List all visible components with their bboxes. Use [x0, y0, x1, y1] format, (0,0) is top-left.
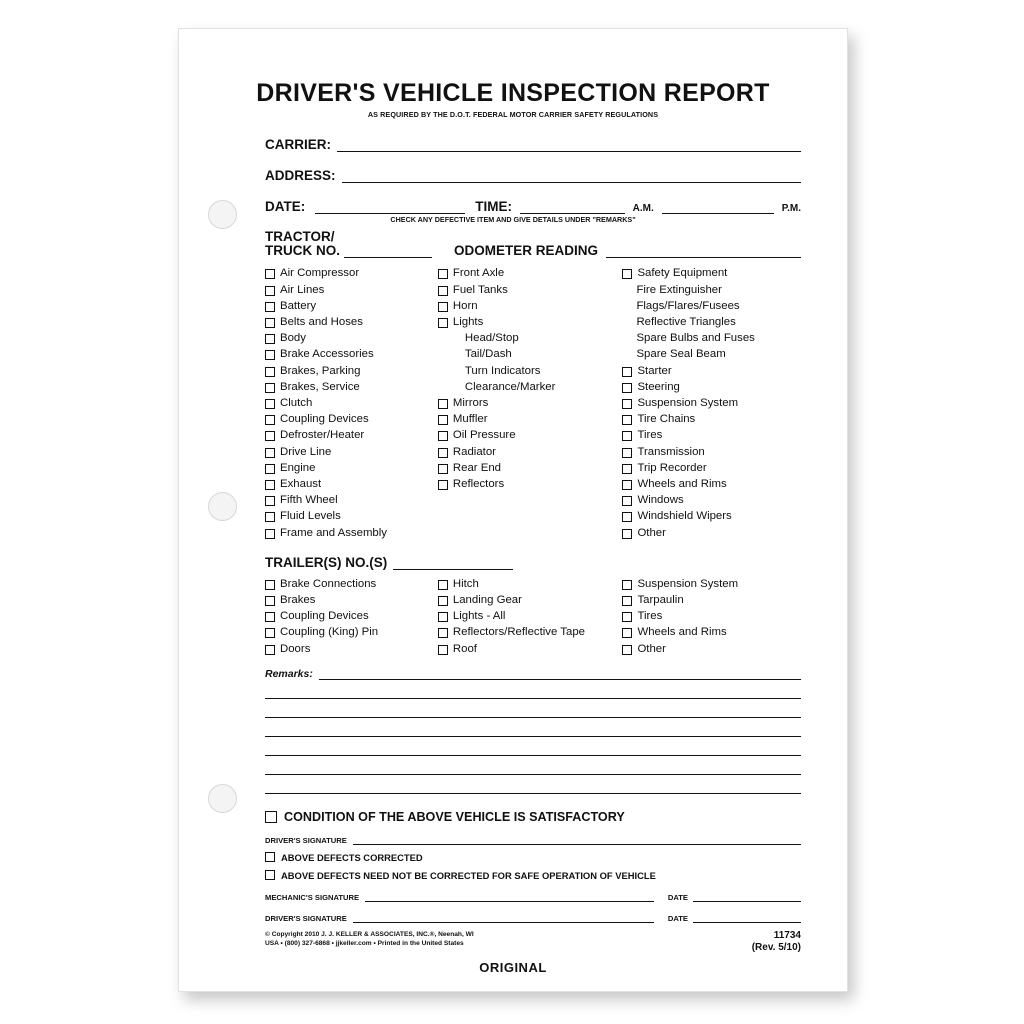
- checklist-item-label: Hitch: [452, 577, 479, 590]
- date-time-row: [265, 191, 801, 214]
- checklist-item-label: Coupling Devices: [280, 413, 369, 426]
- mechanics-date-input[interactable]: [693, 890, 801, 902]
- checklist-item[interactable]: [265, 363, 438, 379]
- lights-sub-item: Clearance/Marker: [464, 380, 556, 393]
- tractor-odometer-row: [265, 230, 801, 258]
- address-input[interactable]: [342, 168, 801, 183]
- am-label: A.M.: [632, 203, 654, 214]
- checklist-item[interactable]: [265, 592, 438, 608]
- checkbox-icon[interactable]: [622, 399, 632, 409]
- tractor-checklist-column-2: [438, 265, 623, 540]
- checkbox-icon[interactable]: [622, 645, 632, 655]
- tractor-number-input[interactable]: [344, 243, 432, 258]
- pm-input[interactable]: [662, 199, 774, 214]
- checklist-item[interactable]: [622, 427, 807, 443]
- checkbox-icon[interactable]: [622, 383, 632, 393]
- checklist-item[interactable]: [265, 379, 438, 395]
- checklist-item-label: Engine: [280, 461, 316, 474]
- checklist-item[interactable]: [265, 444, 438, 460]
- checklist-item-label: Rear End: [452, 461, 502, 474]
- checklist-item[interactable]: [622, 641, 807, 657]
- remarks-input-line[interactable]: [265, 699, 801, 718]
- checklist-item[interactable]: [265, 460, 438, 476]
- form-revision: (Rev. 5/10): [751, 941, 801, 953]
- checkbox-icon[interactable]: [438, 415, 448, 425]
- checkbox-icon[interactable]: [622, 415, 632, 425]
- address-row: [265, 160, 801, 183]
- defects-corrected-label: ABOVE DEFECTS CORRECTED: [281, 851, 423, 863]
- checklist-item[interactable]: [438, 265, 623, 281]
- checklist-item[interactable]: [622, 492, 807, 508]
- checklist-item-label: Radiator: [452, 445, 496, 458]
- checklist-item[interactable]: [622, 444, 807, 460]
- checkbox-icon[interactable]: [438, 269, 448, 279]
- drivers-signature-label: DRIVER'S SIGNATURE: [265, 913, 347, 923]
- checkbox-icon[interactable]: [265, 628, 275, 638]
- defects-corrected-row[interactable]: [265, 852, 801, 863]
- checkbox-icon[interactable]: [438, 448, 448, 458]
- checklist-item[interactable]: [265, 298, 438, 314]
- safety-sub-item: Spare Seal Beam: [636, 348, 726, 361]
- checklist-item-label: Lights - All: [452, 610, 506, 623]
- checklist-item-label: Lights: [452, 315, 484, 328]
- defects-need-not-label: ABOVE DEFECTS NEED NOT BE CORRECTED FOR SAFE OPERATION OF VEHICLE: [281, 869, 656, 881]
- remarks-input-line[interactable]: [265, 737, 801, 756]
- checkbox-icon[interactable]: [622, 448, 632, 458]
- checklist-item-label: Clutch: [280, 396, 313, 409]
- checklist-item-label: Tires: [637, 610, 663, 623]
- checkbox-icon[interactable]: [622, 464, 632, 474]
- checklist-item-label: Horn: [452, 299, 478, 312]
- checkbox-icon[interactable]: [438, 464, 448, 474]
- remarks-header-row: [265, 667, 801, 680]
- tractor-truck-label: [265, 230, 340, 258]
- checklist-item[interactable]: [622, 265, 807, 281]
- checklist-item[interactable]: [265, 265, 438, 281]
- trailer-number-row: [265, 555, 801, 570]
- checkbox-icon[interactable]: [265, 512, 275, 522]
- checklist-item[interactable]: [438, 641, 623, 657]
- date-label: DATE:: [265, 199, 306, 214]
- trailer-checklist-column-3: [622, 576, 807, 657]
- satisfactory-label: CONDITION OF THE ABOVE VEHICLE IS SATISFACTORY: [284, 809, 625, 824]
- date-label: DATE: [667, 913, 688, 923]
- checkbox-icon[interactable]: [622, 367, 632, 377]
- checkbox-icon[interactable]: [265, 870, 275, 880]
- checkbox-icon[interactable]: [265, 334, 275, 344]
- checklist-item-label: Air Lines: [280, 283, 325, 296]
- checkbox-icon[interactable]: [438, 596, 448, 606]
- satisfactory-row[interactable]: [265, 810, 801, 824]
- safety-sub-item: Fire Extinguisher: [636, 283, 722, 296]
- checklist-item[interactable]: [265, 608, 438, 624]
- checkbox-icon[interactable]: [265, 367, 275, 377]
- checkbox-icon[interactable]: [622, 529, 632, 539]
- checkbox-icon[interactable]: [622, 580, 632, 590]
- trailer-label: TRAILER(S) NO.(S): [265, 554, 388, 570]
- remarks-input-line[interactable]: [265, 680, 801, 699]
- lights-sub-item: Head/Stop: [464, 332, 519, 345]
- carrier-input[interactable]: [337, 137, 801, 152]
- checklist-item-label: Coupling (King) Pin: [280, 626, 379, 639]
- checklist-item[interactable]: [438, 395, 623, 411]
- defects-need-not-row[interactable]: [265, 870, 801, 881]
- time-label: TIME:: [475, 199, 512, 214]
- tractor-checklist: [265, 265, 807, 540]
- remarks-input-line[interactable]: [265, 718, 801, 737]
- checklist-item-label: Body: [280, 332, 306, 345]
- checklist-item[interactable]: [438, 411, 623, 427]
- carrier-row: [265, 129, 801, 152]
- checklist-item-label: Brakes, Parking: [280, 364, 361, 377]
- checklist-item[interactable]: [622, 525, 807, 541]
- checklist-item-label: Reflectors/Reflective Tape: [452, 626, 585, 639]
- drivers-signature-row-1: [265, 833, 801, 845]
- trailer-checklist: [265, 576, 807, 657]
- punch-hole: [208, 784, 237, 813]
- date-input[interactable]: [315, 199, 465, 214]
- tractor-label-line2: TRUCK NO.: [265, 243, 340, 259]
- checklist-item-label: Belts and Hoses: [280, 315, 363, 328]
- checklist-item-label: Fluid Levels: [280, 510, 341, 523]
- tractor-checklist-column-1: [265, 265, 438, 540]
- checklist-item[interactable]: [622, 592, 807, 608]
- checklist-item[interactable]: [622, 476, 807, 492]
- check-defective-note: CHECK ANY DEFECTIVE ITEM AND GIVE DETAILS UNDER "REMARKS": [390, 215, 636, 224]
- checklist-item[interactable]: [265, 411, 438, 427]
- copyright-line-2: USA • (800) 327-6868 • jjkeller.com • Printed in the United States: [265, 939, 464, 947]
- checklist-item-label: Tarpaulin: [637, 594, 684, 606]
- inspection-report-paper: [178, 28, 848, 992]
- checklist-item[interactable]: [622, 460, 807, 476]
- checklist-item-label: Landing Gear: [452, 594, 522, 606]
- checkbox-icon[interactable]: [438, 286, 448, 296]
- mechanics-signature-row: [265, 890, 801, 902]
- checkbox-icon[interactable]: [438, 480, 448, 490]
- checkbox-icon[interactable]: [438, 628, 448, 638]
- checklist-item[interactable]: [265, 427, 438, 443]
- checklist-item[interactable]: [438, 282, 623, 298]
- trailer-checklist-column-1: [265, 576, 438, 657]
- time-input[interactable]: [520, 199, 625, 214]
- checklist-item[interactable]: [265, 576, 438, 592]
- checkbox-icon[interactable]: [265, 399, 275, 409]
- checklist-item[interactable]: [438, 444, 623, 460]
- checkbox-icon[interactable]: [622, 596, 632, 606]
- checkbox-icon[interactable]: [265, 269, 275, 279]
- checklist-item-label: Steering: [637, 380, 680, 393]
- checklist-item-label: Transmission: [637, 445, 705, 458]
- checkbox-icon[interactable]: [265, 415, 275, 425]
- drivers-signature-label: DRIVER'S SIGNATURE: [265, 835, 347, 845]
- checklist-item[interactable]: [265, 641, 438, 657]
- checkbox-icon[interactable]: [265, 448, 275, 458]
- footer: [265, 930, 801, 954]
- lights-sub-item: Turn Indicators: [464, 364, 541, 377]
- checklist-item[interactable]: [265, 282, 438, 298]
- checklist-item-label: Wheels and Rims: [637, 626, 727, 639]
- checklist-item-label: Exhaust: [280, 477, 322, 490]
- checklist-item-label: Tire Chains: [637, 413, 696, 426]
- form-content: [179, 29, 847, 991]
- checkbox-icon[interactable]: [438, 302, 448, 312]
- checkbox-icon[interactable]: [622, 628, 632, 638]
- checklist-item[interactable]: [438, 427, 623, 443]
- checklist-item[interactable]: [622, 395, 807, 411]
- checkbox-icon[interactable]: [265, 645, 275, 655]
- checklist-item-label: Doors: [280, 642, 311, 655]
- checkbox-icon[interactable]: [622, 612, 632, 622]
- checklist-item-label: Brake Connections: [280, 577, 377, 590]
- remarks-input-line[interactable]: [319, 667, 801, 680]
- checklist-item-label: Windshield Wipers: [637, 510, 732, 523]
- checklist-item[interactable]: [265, 624, 438, 640]
- checkbox-icon[interactable]: [438, 580, 448, 590]
- checkbox-icon[interactable]: [265, 612, 275, 622]
- checkbox-icon[interactable]: [265, 480, 275, 490]
- checkbox-icon[interactable]: [438, 318, 448, 328]
- remarks-section: [265, 667, 801, 794]
- checklist-item[interactable]: [438, 624, 623, 640]
- checkbox-icon[interactable]: [438, 612, 448, 622]
- checklist-item-label: Brakes: [280, 594, 316, 606]
- checklist-item[interactable]: [265, 508, 438, 524]
- checklist-item-label: Roof: [452, 642, 477, 655]
- copyright-line-1: © Copyright 2010 J. J. KELLER & ASSOCIATES, INC.®, Neenah, WI: [265, 930, 474, 938]
- checklist-item-label: Frame and Assembly: [280, 526, 387, 539]
- checkbox-icon[interactable]: [265, 318, 275, 328]
- checkbox-icon[interactable]: [265, 383, 275, 393]
- checkbox-icon[interactable]: [265, 596, 275, 606]
- address-label: ADDRESS:: [265, 168, 336, 183]
- safety-sub-item: Flags/Flares/Fusees: [636, 299, 740, 312]
- odometer-input[interactable]: [606, 243, 801, 258]
- checklist-item[interactable]: [622, 576, 807, 592]
- original-copy-label: ORIGINAL: [479, 959, 547, 975]
- checklist-item-label: Safety Equipment: [637, 267, 728, 280]
- checkbox-icon[interactable]: [265, 464, 275, 474]
- checkbox-icon[interactable]: [622, 496, 632, 506]
- checklist-item-label: Coupling Devices: [280, 610, 369, 623]
- form-number: 11734: [773, 929, 801, 941]
- checklist-item[interactable]: [438, 314, 623, 330]
- checklist-item-label: Fuel Tanks: [452, 283, 508, 296]
- checklist-item-label: Trip Recorder: [637, 461, 707, 474]
- checklist-item[interactable]: [438, 476, 623, 492]
- checklist-item[interactable]: [622, 363, 807, 379]
- date-label: DATE: [667, 892, 688, 902]
- punch-hole: [208, 200, 237, 229]
- checkbox-icon[interactable]: [438, 431, 448, 441]
- page-title: DRIVER'S VEHICLE INSPECTION REPORT: [256, 79, 770, 107]
- odometer-label: ODOMETER READING: [454, 243, 599, 259]
- checklist-item[interactable]: [438, 460, 623, 476]
- remarks-label: Remarks:: [265, 667, 313, 680]
- carrier-label: CARRIER:: [265, 137, 331, 152]
- checklist-item-label: Defroster/Heater: [280, 429, 365, 442]
- checklist-item-label: Reflectors: [452, 477, 505, 490]
- checkbox-icon[interactable]: [438, 399, 448, 409]
- checkbox-icon[interactable]: [622, 480, 632, 490]
- tractor-checklist-column-3: [622, 265, 807, 540]
- checklist-item[interactable]: [265, 395, 438, 411]
- checklist-item-label: Oil Pressure: [452, 429, 516, 442]
- checklist-item[interactable]: [438, 592, 623, 608]
- checklist-item[interactable]: [438, 608, 623, 624]
- checklist-item-label: Wheels and Rims: [637, 477, 727, 490]
- mechanics-signature-label: MECHANIC'S SIGNATURE: [265, 892, 360, 902]
- checklist-item-label: Fifth Wheel: [280, 494, 338, 507]
- checklist-item[interactable]: [622, 508, 807, 524]
- checklist-item-label: Mirrors: [452, 396, 489, 409]
- checkbox-icon[interactable]: [265, 852, 275, 862]
- checkbox-icon[interactable]: [265, 350, 275, 360]
- copyright-block: [265, 930, 474, 948]
- drivers-signature-row-2: [265, 911, 801, 923]
- checklist-item[interactable]: [265, 525, 438, 541]
- checkbox-icon[interactable]: [265, 580, 275, 590]
- checklist-item[interactable]: [622, 608, 807, 624]
- remarks-input-line[interactable]: [265, 756, 801, 775]
- checklist-item[interactable]: [622, 624, 807, 640]
- checklist-item[interactable]: [438, 298, 623, 314]
- checklist-item-label: Windows: [637, 494, 684, 507]
- checklist-item-label: Brakes, Service: [280, 380, 360, 393]
- checklist-item[interactable]: [622, 411, 807, 427]
- drivers-date-input[interactable]: [693, 911, 801, 923]
- safety-sub-item: Spare Bulbs and Fuses: [636, 332, 755, 345]
- checklist-item[interactable]: [265, 330, 438, 346]
- checkbox-icon[interactable]: [265, 431, 275, 441]
- punch-hole: [208, 492, 237, 521]
- mechanics-signature-input[interactable]: [365, 890, 654, 902]
- checkbox-icon[interactable]: [265, 286, 275, 296]
- trailer-checklist-column-2: [438, 576, 623, 657]
- safety-sub-item: Reflective Triangles: [636, 315, 736, 328]
- checklist-item[interactable]: [265, 314, 438, 330]
- tractor-label-line1: TRACTOR/: [265, 229, 335, 244]
- checklist-item-label: Battery: [280, 299, 317, 312]
- checklist-item[interactable]: [265, 492, 438, 508]
- checklist-item-label: Other: [637, 526, 666, 539]
- checkbox-icon[interactable]: [265, 529, 275, 539]
- checkbox-icon[interactable]: [438, 645, 448, 655]
- checkbox-icon[interactable]: [265, 496, 275, 506]
- checklist-item-label: Air Compressor: [280, 267, 360, 280]
- checklist-item-label: Other: [637, 642, 666, 655]
- checkbox-icon[interactable]: [622, 431, 632, 441]
- checklist-item-label: Suspension System: [637, 396, 739, 409]
- drivers-signature-input-2[interactable]: [353, 911, 654, 923]
- checklist-item-label: Muffler: [452, 413, 488, 426]
- checklist-item-label: Starter: [637, 364, 672, 377]
- checklist-item-label: Tires: [637, 429, 663, 442]
- lights-sub-item: Tail/Dash: [464, 348, 512, 361]
- checklist-item[interactable]: [438, 576, 623, 592]
- page-subtitle: AS REQUIRED BY THE D.O.T. FEDERAL MOTOR CARRIER SAFETY REGULATIONS: [367, 110, 659, 119]
- checklist-item-label: Front Axle: [452, 267, 505, 280]
- checklist-item-label: Brake Accessories: [280, 348, 374, 361]
- checkbox-icon[interactable]: [622, 512, 632, 522]
- checklist-item[interactable]: [265, 346, 438, 362]
- trailer-number-input[interactable]: [393, 555, 513, 570]
- checklist-item[interactable]: [265, 476, 438, 492]
- remarks-input-line[interactable]: [265, 775, 801, 794]
- checkbox-icon[interactable]: [265, 811, 277, 823]
- checklist-item-label: Suspension System: [637, 577, 739, 590]
- form-number-block: [752, 930, 801, 954]
- checklist-item[interactable]: [622, 379, 807, 395]
- pm-label: P.M.: [781, 203, 801, 214]
- drivers-signature-input[interactable]: [353, 833, 801, 845]
- checkbox-icon[interactable]: [622, 269, 632, 279]
- checklist-item-label: Drive Line: [280, 445, 332, 458]
- checkbox-icon[interactable]: [265, 302, 275, 312]
